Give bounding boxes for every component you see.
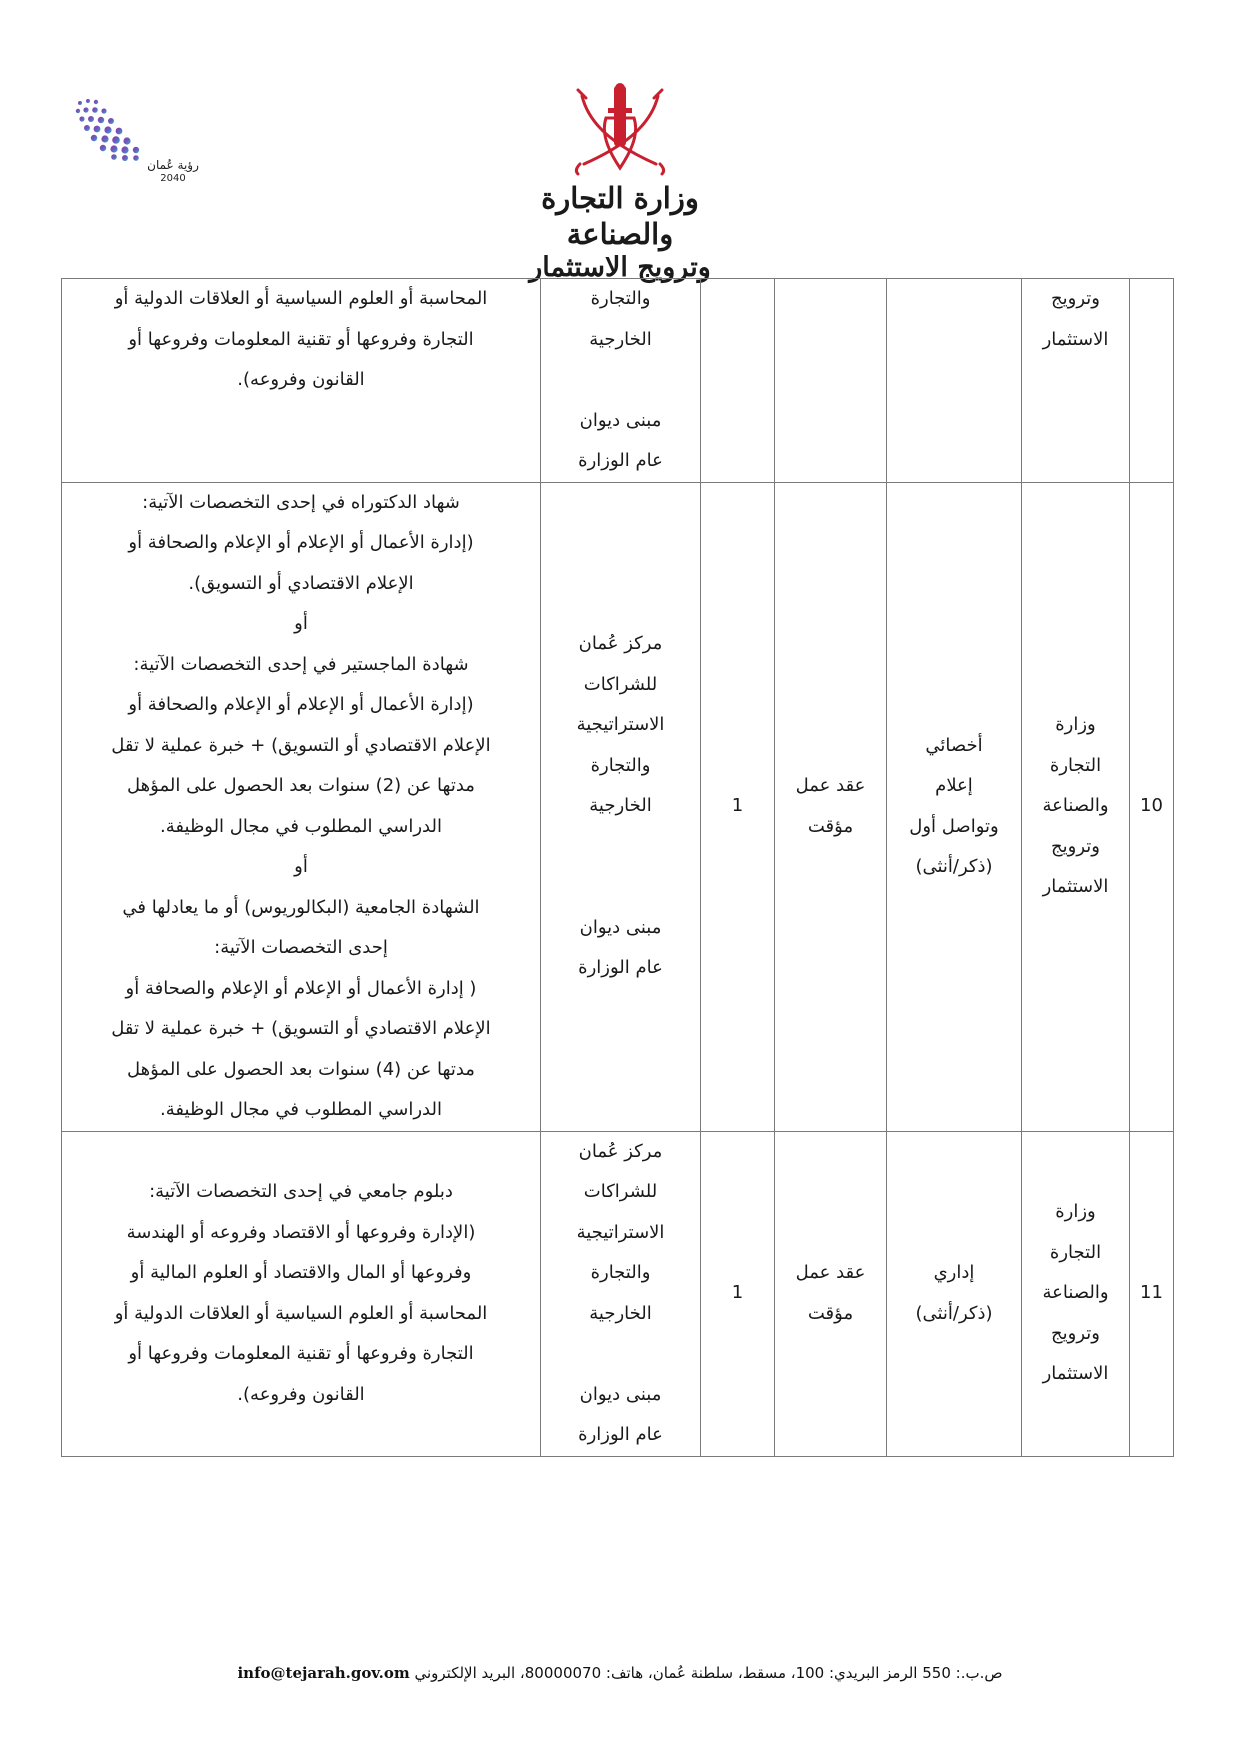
footer-email[interactable]: info@tejarah.gov.om bbox=[237, 1664, 410, 1682]
contract-cell: عقد عمل مؤقت bbox=[775, 482, 887, 1131]
table-row bbox=[62, 482, 1174, 1131]
contract-cell: عقد عمل مؤقت bbox=[775, 1131, 887, 1456]
job-title-cell: أخصائي إعلام وتواصل أول (ذكر/أنثى) bbox=[887, 482, 1022, 1131]
count-cell bbox=[701, 279, 775, 483]
oman-national-emblem-icon bbox=[560, 78, 680, 178]
employer-cell: وزارة التجارة والصناعة وترويج الاستثمار bbox=[1022, 482, 1130, 1131]
contract-cell bbox=[775, 279, 887, 483]
ministry-name-line2: وترويج الاستثمار bbox=[529, 252, 711, 283]
table-row bbox=[62, 1131, 1174, 1456]
count-cell: 1 bbox=[701, 1131, 775, 1456]
employer-cell: وترويج الاستثمار bbox=[1022, 279, 1130, 483]
job-title-cell: إداري (ذكر/أنثى) bbox=[887, 1131, 1022, 1456]
qualifications-cell: شهاد الدكتوراه في إحدى التخصصات الآتية: (إدارة الأعمال أو الإعلام أو الإعلام والصحافة أو الإعلام الاقتصادي أو التسويق). أو شهادة الماجستير في إحدى التخصصات الآتية: (إدارة الأعمال أو الإعلام أو الإعلام والصحافة أو الإعلام الاقتصادي أو التسويق) + خبرة عملية لا تقل مدتها عن (2) سنوات بعد الحصول على المؤهل الدراسي المطلوب في مجال الوظيفة. أو الشهادة الجامعية (البكالوريوس) أو ما يعادلها في إحدى التخصصات الآتية: ( إدارة الأعمال أو الإعلام أو الإعلام والصحافة أو الإعلام الاقتصادي أو التسويق) + خبرة عملية لا تقل مدتها عن (4) سنوات بعد الحصول على المؤهل الدراسي المطلوب في مجال الوظيفة. bbox=[62, 482, 541, 1131]
vision-year: 2040 bbox=[160, 173, 186, 184]
row-number-cell: 11 bbox=[1130, 1131, 1174, 1456]
footer-address: ص.ب.: 550 الرمز البريدي: 100، مسقط، سلطنة عُمان، هاتف: 80000070، البريد الإلكتروني bbox=[414, 1664, 1003, 1682]
vision-2040-text bbox=[128, 158, 218, 186]
count-cell: 1 bbox=[701, 482, 775, 1131]
ministry-name-line1: وزارة التجارة والصناعة bbox=[541, 181, 699, 251]
jobs-table bbox=[61, 278, 1174, 1457]
qualifications-cell: المحاسبة أو العلوم السياسية أو العلاقات الدولية أو التجارة وفروعها أو تقنية المعلومات وفروعها أو القانون وفروعه). bbox=[62, 279, 541, 483]
qualifications-cell: دبلوم جامعي في إحدى التخصصات الآتية: (الإدارة وفروعها أو الاقتصاد وفروعه أو الهندسة وفروعها أو المال والاقتصاد أو العلوم المالية أو المحاسبة أو العلوم السياسية أو العلاقات الدولية أو التجارة وفروعها أو تقنية المعلومات وفروعها أو القانون وفروعه). bbox=[62, 1131, 541, 1456]
job-title-cell bbox=[887, 279, 1022, 483]
row-number-cell bbox=[1130, 279, 1174, 483]
table-row bbox=[62, 279, 1174, 483]
row-number-cell: 10 bbox=[1130, 482, 1174, 1131]
ministry-name bbox=[500, 180, 740, 284]
workplace-cell: مركز عُمان للشراكات الاستراتيجية والتجارة الخارجية مبنى ديوان عام الوزارة bbox=[541, 1131, 701, 1456]
footer-contact bbox=[150, 1664, 1090, 1682]
vision-name: رؤية عُمان bbox=[147, 158, 199, 172]
workplace-cell: والتجارة الخارجية مبنى ديوان عام الوزارة bbox=[541, 279, 701, 483]
employer-cell: وزارة التجارة والصناعة وترويج الاستثمار bbox=[1022, 1131, 1130, 1456]
workplace-cell: مركز عُمان للشراكات الاستراتيجية والتجارة الخارجية مبنى ديوان عام الوزارة bbox=[541, 482, 701, 1131]
